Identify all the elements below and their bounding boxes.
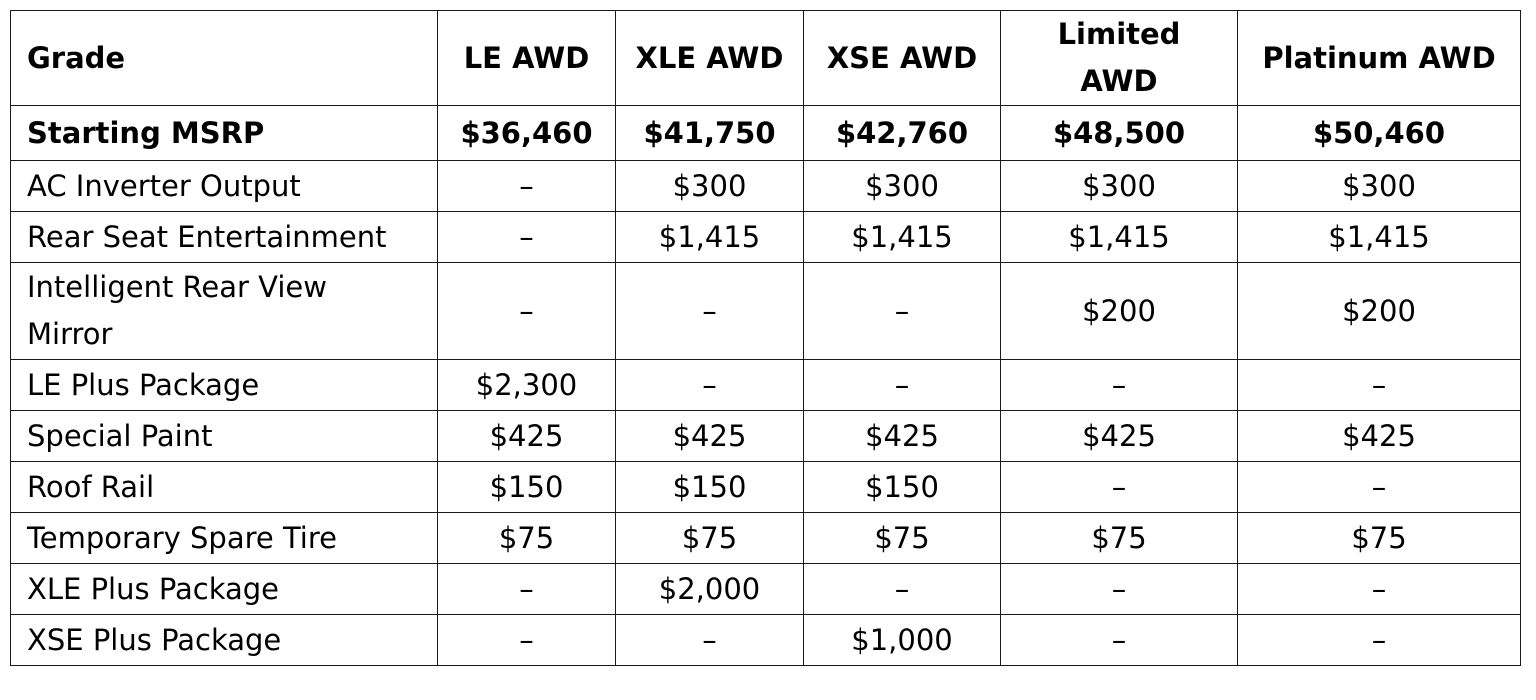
pricing-table xyxy=(10,10,1521,666)
msrp-value-le-awd: $36,460 xyxy=(438,106,616,161)
option-row-le-plus-package xyxy=(11,360,1521,411)
option-price: $75 xyxy=(438,513,616,564)
option-row-ac-inverter-output xyxy=(11,161,1521,212)
option-price: $1,415 xyxy=(1001,212,1238,263)
option-price: – xyxy=(1001,615,1238,666)
option-row-roof-rail xyxy=(11,462,1521,513)
msrp-value-xse-awd: $42,760 xyxy=(804,106,1001,161)
option-row-intelligent-rear-view-mirror xyxy=(11,263,1521,360)
option-price: – xyxy=(804,360,1001,411)
option-price: $1,000 xyxy=(804,615,1001,666)
option-row-temporary-spare-tire xyxy=(11,513,1521,564)
option-price: – xyxy=(438,615,616,666)
option-label: XLE Plus Package xyxy=(11,564,438,615)
option-price: – xyxy=(1238,564,1521,615)
option-price: $425 xyxy=(616,411,804,462)
option-price: $300 xyxy=(616,161,804,212)
option-price: $1,415 xyxy=(616,212,804,263)
option-price: – xyxy=(616,360,804,411)
option-price: $75 xyxy=(804,513,1001,564)
option-label: XSE Plus Package xyxy=(11,615,438,666)
option-price: $150 xyxy=(616,462,804,513)
option-price: $2,300 xyxy=(438,360,616,411)
option-price: $300 xyxy=(804,161,1001,212)
starting-msrp-row xyxy=(11,106,1521,161)
column-header-le-awd: LE AWD xyxy=(438,11,616,106)
grade-header-label: Grade xyxy=(11,11,438,106)
option-price: – xyxy=(1238,360,1521,411)
option-label: Special Paint xyxy=(11,411,438,462)
option-price: $1,415 xyxy=(804,212,1001,263)
option-label: LE Plus Package xyxy=(11,360,438,411)
option-price: $300 xyxy=(1238,161,1521,212)
option-price: – xyxy=(804,564,1001,615)
option-price: $150 xyxy=(804,462,1001,513)
msrp-value-xle-awd: $41,750 xyxy=(616,106,804,161)
option-price: $200 xyxy=(1238,263,1521,360)
option-price: $150 xyxy=(438,462,616,513)
option-label: Intelligent Rear View Mirror xyxy=(11,263,438,360)
option-price: – xyxy=(1001,564,1238,615)
msrp-value-platinum-awd: $50,460 xyxy=(1238,106,1521,161)
option-price: $75 xyxy=(1001,513,1238,564)
option-label: Rear Seat Entertainment xyxy=(11,212,438,263)
option-row-xse-plus-package xyxy=(11,615,1521,666)
option-price: – xyxy=(1001,360,1238,411)
column-header-limited-awd: Limited AWD xyxy=(1001,11,1238,106)
starting-msrp-label: Starting MSRP xyxy=(11,106,438,161)
option-price: $2,000 xyxy=(616,564,804,615)
option-price: – xyxy=(616,615,804,666)
option-price: $200 xyxy=(1001,263,1238,360)
option-row-xle-plus-package xyxy=(11,564,1521,615)
option-label: Roof Rail xyxy=(11,462,438,513)
option-price: – xyxy=(1001,462,1238,513)
option-price: – xyxy=(804,263,1001,360)
option-price: – xyxy=(616,263,804,360)
option-price: – xyxy=(438,564,616,615)
option-label: Temporary Spare Tire xyxy=(11,513,438,564)
msrp-value-limited-awd: $48,500 xyxy=(1001,106,1238,161)
column-header-xle-awd: XLE AWD xyxy=(616,11,804,106)
option-price: $300 xyxy=(1001,161,1238,212)
option-price: $425 xyxy=(1001,411,1238,462)
option-price: – xyxy=(438,212,616,263)
option-price: – xyxy=(438,161,616,212)
option-price: – xyxy=(1238,462,1521,513)
option-price: $425 xyxy=(1238,411,1521,462)
option-price: $1,415 xyxy=(1238,212,1521,263)
option-row-rear-seat-entertainment xyxy=(11,212,1521,263)
option-label: AC Inverter Output xyxy=(11,161,438,212)
option-price: – xyxy=(438,263,616,360)
option-row-special-paint xyxy=(11,411,1521,462)
grade-header-row xyxy=(11,11,1521,106)
column-header-xse-awd: XSE AWD xyxy=(804,11,1001,106)
option-price: $425 xyxy=(804,411,1001,462)
option-price: $75 xyxy=(616,513,804,564)
option-price: – xyxy=(1238,615,1521,666)
column-header-platinum-awd: Platinum AWD xyxy=(1238,11,1521,106)
option-price: $75 xyxy=(1238,513,1521,564)
option-price: $425 xyxy=(438,411,616,462)
